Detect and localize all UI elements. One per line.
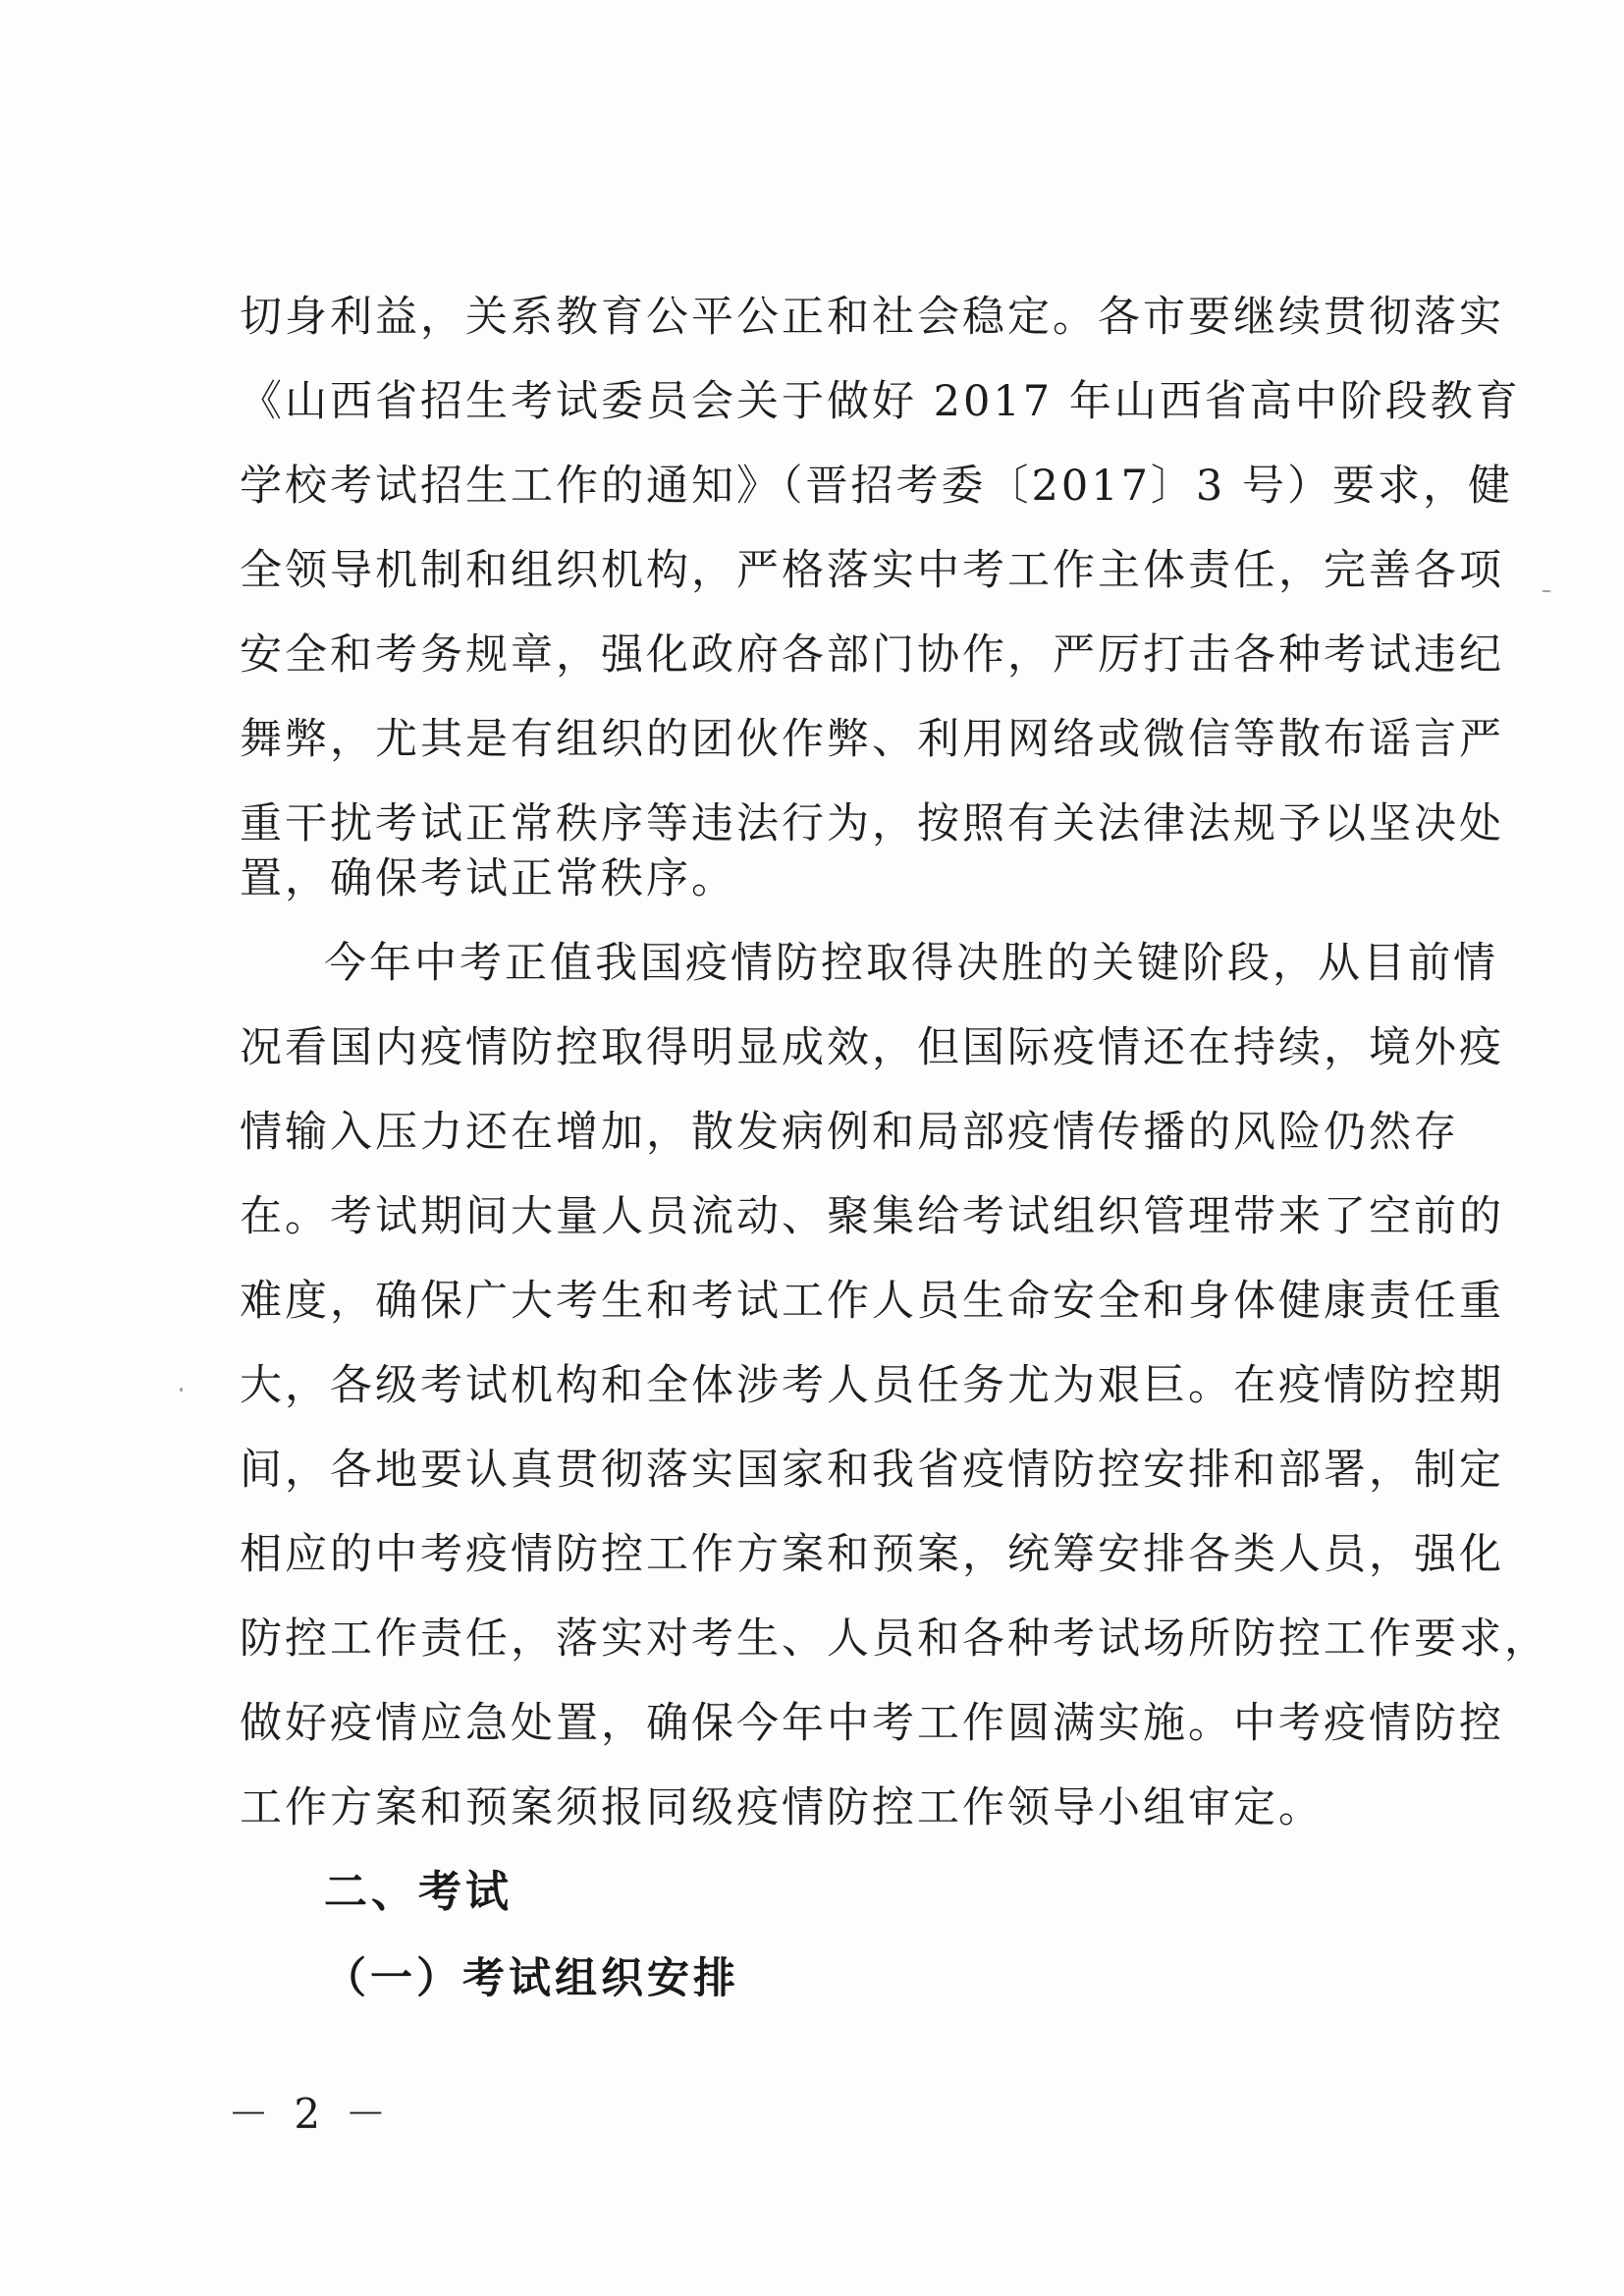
paragraph-2-line-8: 相应的中考疫情防控工作方案和预案，统筹安排各类人员，强化 — [240, 1530, 1504, 1579]
paragraph-2-line-5: 难度，确保广大考生和考试工作人员生命安全和身体健康责任重 — [240, 1277, 1504, 1326]
paragraph-2-line-11: 工作方案和预案须报同级疫情防控工作领导小组审定。 — [240, 1783, 1324, 1832]
subsection-heading: （一）考试组织安排 — [324, 1954, 739, 2003]
paragraph-1-line-4: 全领导机制和组织机构，严格落实中考工作主体责任，完善各项 — [240, 546, 1504, 595]
paragraph-2-line-9: 防控工作责任，落实对考生、人员和各种考试场所防控工作要求， — [240, 1614, 1549, 1664]
paragraph-2-line-1: 今年中考正值我国疫情防控取得决胜的关键阶段，从目前情 — [324, 939, 1498, 988]
section-heading: 二、考试 — [324, 1867, 513, 1917]
paragraph-2-line-4: 在。考试期间大量人员流动、聚集给考试组织管理带来了空前的 — [240, 1192, 1504, 1241]
page-number: － 2 － — [228, 2090, 393, 2138]
paragraph-2-line-2: 况看国内疫情防控取得明显成效，但国际疫情还在持续，境外疫 — [240, 1023, 1504, 1072]
paragraph-1-line-6: 舞弊，尤其是有组织的团伙作弊、利用网络或微信等散布谣言严 — [240, 715, 1504, 764]
scan-speck — [1542, 590, 1551, 592]
paragraph-1-line-5: 安全和考务规章，强化政府各部门协作，严厉打击各种考试违纪 — [240, 630, 1504, 680]
paragraph-1-line-2: 《山西省招生考试委员会关于做好 2017 年山西省高中阶段教育 — [240, 377, 1521, 426]
paragraph-1-line-3: 学校考试招生工作的通知》（晋招考委〔2017〕3 号）要求，健 — [240, 462, 1513, 511]
paragraph-2-line-10: 做好疫情应急处置，确保今年中考工作圆满实施。中考疫情防控 — [240, 1699, 1504, 1748]
paragraph-1-line-7: 重干扰考试正常秩序等违法行为，按照有关法律法规予以坚决处 — [240, 799, 1504, 848]
paragraph-1-line-1: 切身利益，关系教育公平公正和社会稳定。各市要继续贯彻落实 — [240, 293, 1504, 342]
scan-speck — [180, 1388, 183, 1392]
paragraph-1-line-8: 置，确保考试正常秩序。 — [240, 854, 736, 903]
paragraph-2-line-6: 大，各级考试机构和全体涉考人员任务尤为艰巨。在疫情防控期 — [240, 1361, 1504, 1410]
paragraph-2-line-3: 情输入压力还在增加，散发病例和局部疫情传播的风险仍然存 — [240, 1108, 1459, 1157]
paragraph-2-line-7: 间，各地要认真贯彻落实国家和我省疫情防控安排和部署，制定 — [240, 1446, 1504, 1495]
